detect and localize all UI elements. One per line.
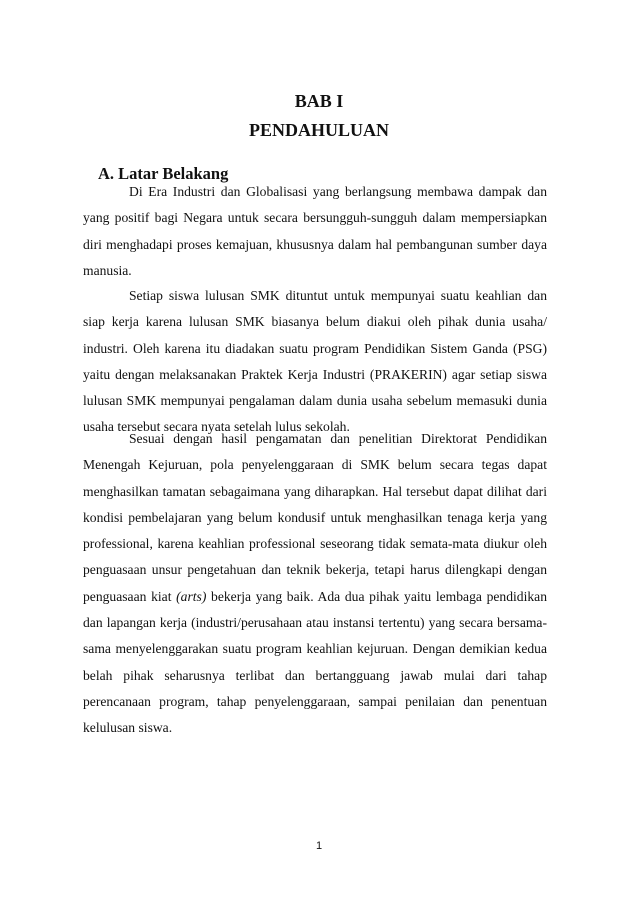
section-heading: A. Latar Belakang [98,164,229,183]
chapter-number: BAB I [294,91,344,111]
paragraph-3 [83,426,547,742]
paragraph-2: Setiap siswa lulusan SMK dituntut untuk mempunyai suatu keahlian dan siap kerja karena lulusan SMK biasanya belum diakui oleh pihak dunia usaha/ industri. Oleh karena itu diadakan suatu program Pendidikan Sistem Ganda (PSG) yaitu dengan melaksanakan Praktek Kerja Industri (PRAKERIN) agar setiap siswa lulusan SMK mempunyai pengalaman dalam dunia usaha sebelum memasuki dunia usaha tersebut secara nyata setelah lulus sekolah. [83,288,547,435]
italic-term: (arts) [176,588,207,604]
paragraph-1: Di Era Industri dan Globalisasi yang berlangsung membawa dampak dan yang positif bagi Negara untuk secara bersungguh-sungguh dalam mempersiapkan diri menghadapi proses kemajuan, khususnya dalam hal pembangunan sumber daya manusia. [83,184,547,278]
paragraph-3-part-1: Sesuai dengan hasil pengamatan dan penelitian Direktorat Pendidikan Menengah Kejuruan, pola penyelenggaraan di SMK belum secara tegas dapat menghasilkan tamatan sebagaimana yang diharapkan. Hal tersebut dapat dilihat dari kondisi pembelajaran yang belum kondusif untuk menghasilkan tenaga kerja yang professional, karena keahlian professional seseorang tidak semata-mata diukur oleh penguasaan unsur pengetahuan dan teknik bekerja, tetapi harus dilengkapi dengan penguasaan kiat [83,431,547,604]
chapter-title: PENDAHULUAN [248,120,389,140]
paragraph-3-part-2: bekerja yang baik. Ada dua pihak yaitu lembaga pendidikan dan lapangan kerja (industri/perusahaan atau instansi tertentu) yang secara bersama-sama menyelenggarakan suatu program keahlian kejuruan. Dengan demikian kedua belah pihak seharusnya terlibat dan bertangguang jawab mulai dari tahap perencanaan program, tahap penyelenggaraan, sampai penilaian dan penentuan kelulusan siswa. [83,588,547,736]
page-number: 1 [315,840,323,852]
